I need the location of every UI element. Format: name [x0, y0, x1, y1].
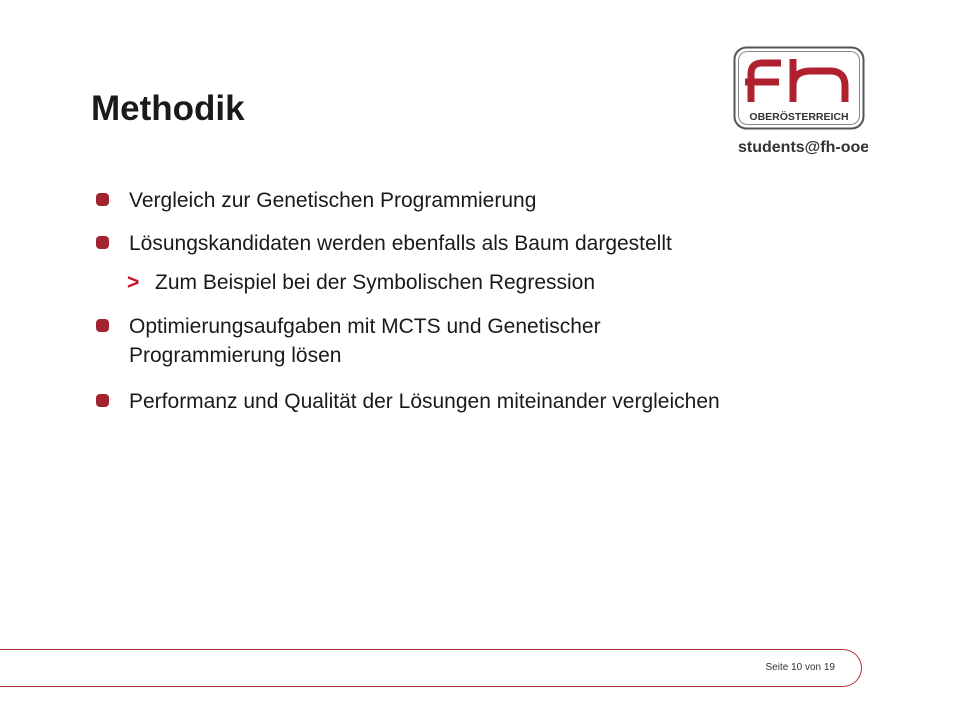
bullet-marker	[96, 236, 109, 249]
slide-title: Methodik	[91, 89, 245, 128]
logo-name: OBERÖSTERREICH	[749, 111, 849, 123]
page-number: Seite 10 von 19	[765, 662, 835, 673]
bullet-marker	[96, 319, 109, 332]
bullet-text: Performanz und Qualität der Lösungen miteinander vergleichen	[129, 390, 720, 413]
bullet-marker	[96, 394, 109, 407]
logo-tagline-text: students@fh-ooe	[738, 139, 868, 156]
bullet-text: Vergleich zur Genetischen Programmierung	[129, 189, 537, 212]
logo-tagline	[738, 136, 868, 158]
bullet-text: Optimierungsaufgaben mit MCTS und Genetischer Programmierung lösen	[129, 315, 601, 367]
bullet-text: Lösungskandidaten werden ebenfalls als Baum dargestellt	[129, 232, 672, 255]
sub-bullet-arrow-icon: >	[127, 271, 140, 294]
fh-logo	[733, 46, 865, 130]
sub-bullet-text: Zum Beispiel bei der Symbolischen Regression	[155, 271, 596, 294]
footer-frame	[0, 649, 862, 687]
bullet-marker	[96, 193, 109, 206]
